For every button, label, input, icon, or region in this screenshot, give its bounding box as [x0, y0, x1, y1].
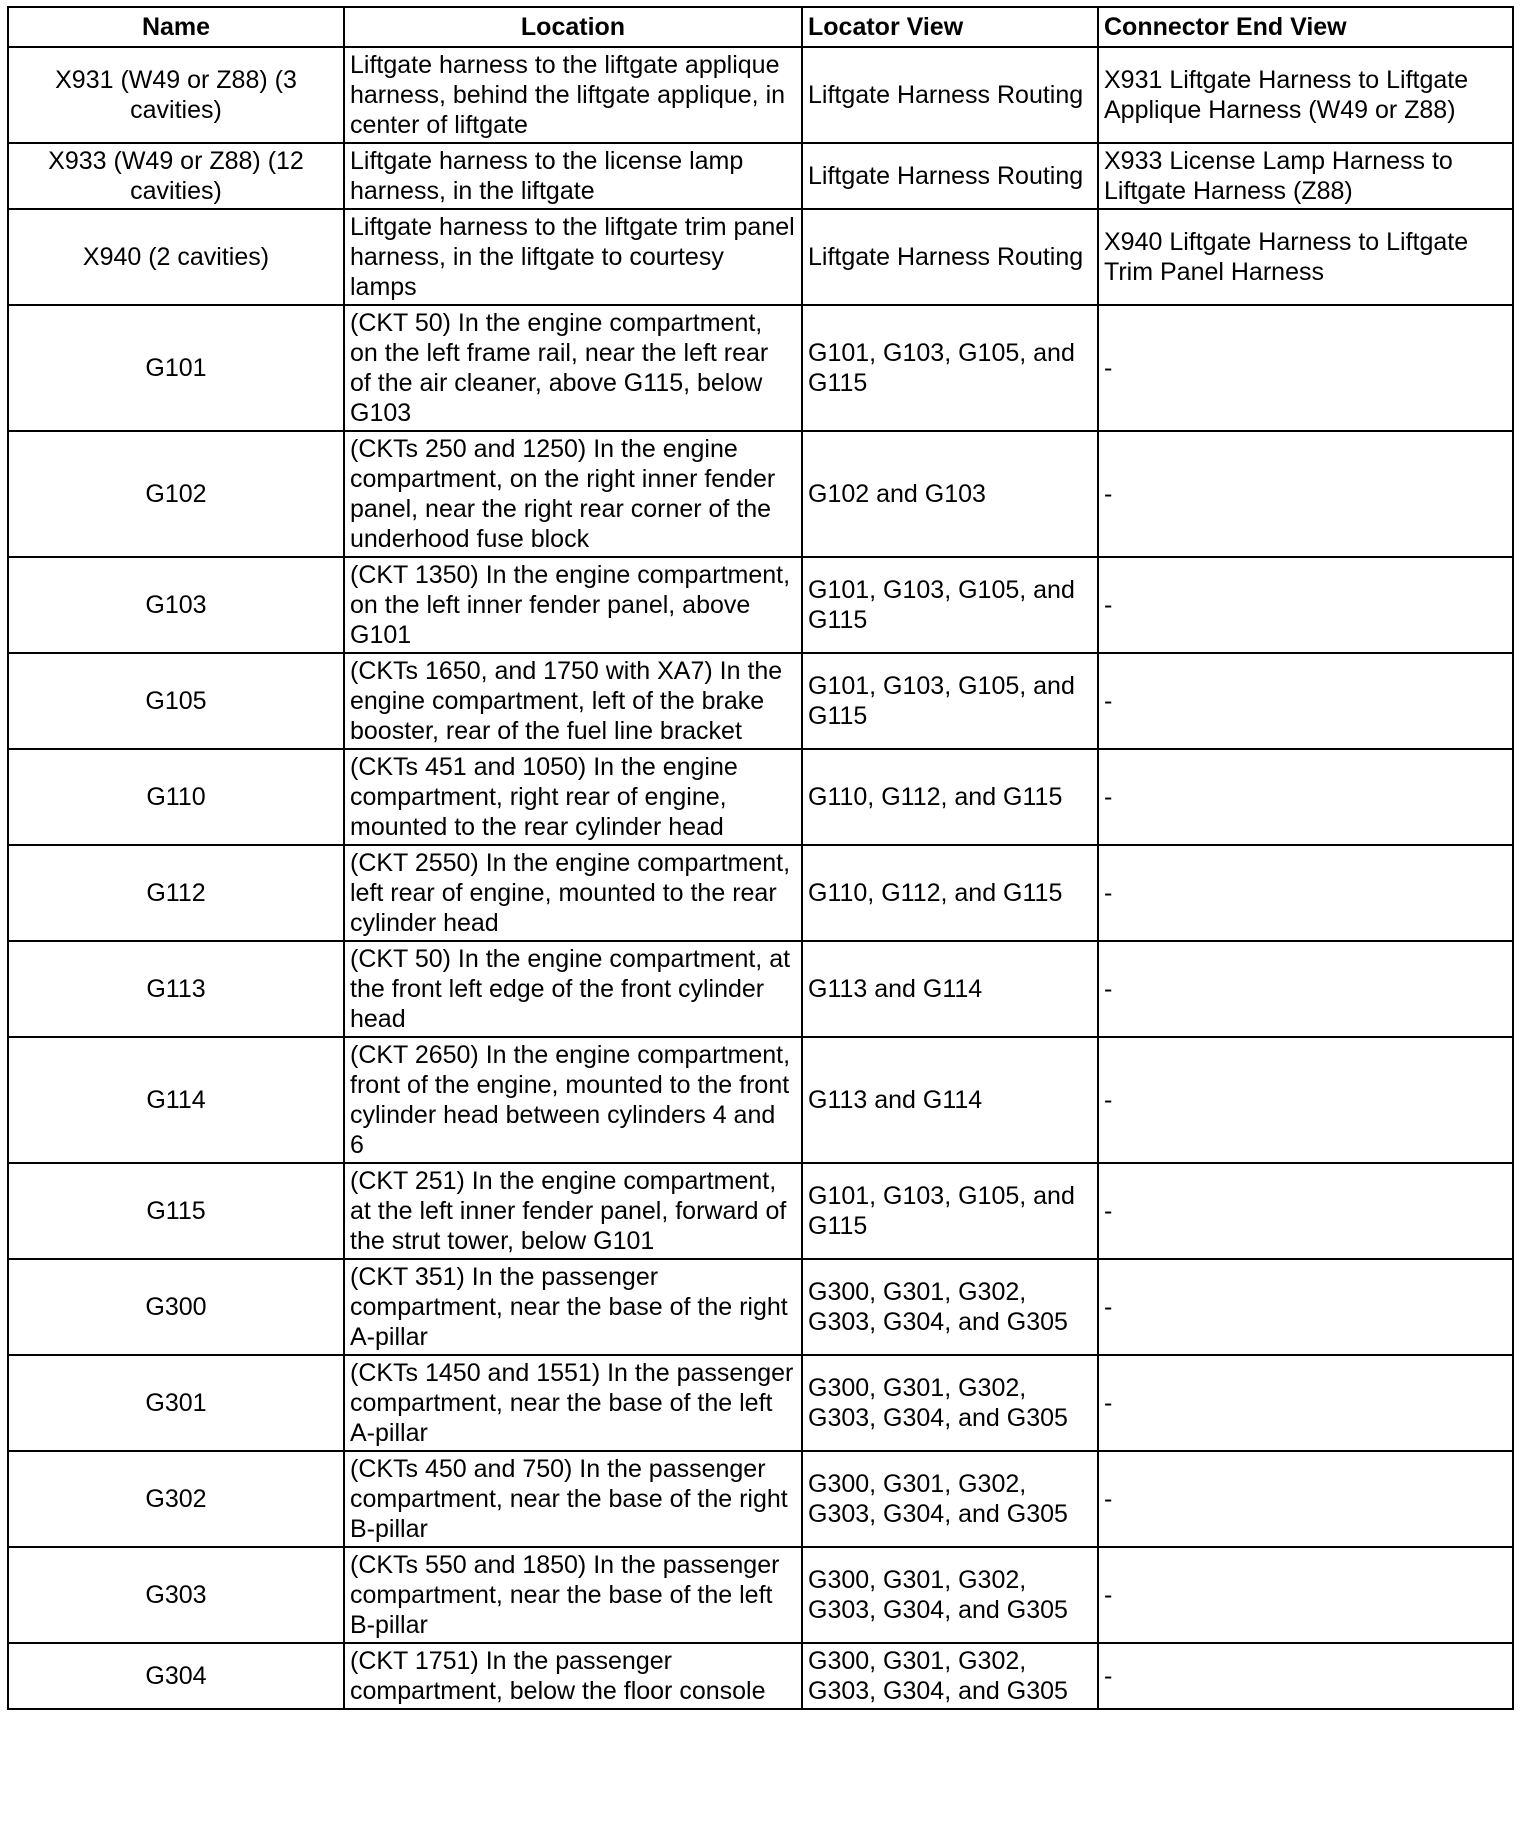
table-row — [8, 1643, 1513, 1709]
cell-locator-view: Liftgate Harness Routing — [802, 209, 1098, 305]
cell-connector-end-view: - — [1098, 749, 1513, 845]
cell-connector-end-view: X933 License Lamp Harness to Liftgate Harness (Z88) — [1098, 143, 1513, 209]
table-row — [8, 653, 1513, 749]
header-name: Name — [8, 7, 344, 47]
cell-location: Liftgate harness to the liftgate applique harness, behind the liftgate applique, in center of liftgate — [344, 47, 802, 143]
cell-location: (CKTs 1650, and 1750 with XA7) In the engine compartment, left of the brake booster, rear of the fuel line bracket — [344, 653, 802, 749]
table-row — [8, 557, 1513, 653]
cell-locator-view: G300, G301, G302, G303, G304, and G305 — [802, 1451, 1098, 1547]
header-locator-view: Locator View — [802, 7, 1098, 47]
cell-name: G301 — [8, 1355, 344, 1451]
connector-table — [7, 6, 1514, 1710]
cell-connector-end-view: - — [1098, 557, 1513, 653]
cell-locator-view: G101, G103, G105, and G115 — [802, 305, 1098, 431]
cell-name: G302 — [8, 1451, 344, 1547]
cell-location: (CKT 351) In the passenger compartment, near the base of the right A-pillar — [344, 1259, 802, 1355]
cell-name: G110 — [8, 749, 344, 845]
cell-name: G112 — [8, 845, 344, 941]
cell-name: G114 — [8, 1037, 344, 1163]
cell-location: (CKT 50) In the engine compartment, on the left frame rail, near the left rear of the air cleaner, above G115, below G103 — [344, 305, 802, 431]
cell-location: (CKT 1751) In the passenger compartment, below the floor console — [344, 1643, 802, 1709]
cell-connector-end-view: - — [1098, 1451, 1513, 1547]
cell-location: (CKTs 250 and 1250) In the engine compartment, on the right inner fender panel, near the right rear corner of the underhood fuse block — [344, 431, 802, 557]
table-row — [8, 1451, 1513, 1547]
table-row — [8, 1259, 1513, 1355]
cell-connector-end-view: - — [1098, 431, 1513, 557]
table-row — [8, 1037, 1513, 1163]
table-row — [8, 1355, 1513, 1451]
cell-locator-view: G110, G112, and G115 — [802, 749, 1098, 845]
cell-name: G115 — [8, 1163, 344, 1259]
cell-connector-end-view: - — [1098, 305, 1513, 431]
cell-connector-end-view: - — [1098, 941, 1513, 1037]
cell-name: G304 — [8, 1643, 344, 1709]
cell-locator-view: G102 and G103 — [802, 431, 1098, 557]
cell-locator-view: Liftgate Harness Routing — [802, 47, 1098, 143]
cell-location: (CKT 2650) In the engine compartment, front of the engine, mounted to the front cylinder head between cylinders 4 and 6 — [344, 1037, 802, 1163]
cell-locator-view: G300, G301, G302, G303, G304, and G305 — [802, 1355, 1098, 1451]
cell-location: Liftgate harness to the liftgate trim panel harness, in the liftgate to courtesy lamps — [344, 209, 802, 305]
cell-location: (CKT 2550) In the engine compartment, left rear of engine, mounted to the rear cylinder head — [344, 845, 802, 941]
cell-name: G300 — [8, 1259, 344, 1355]
table-row — [8, 143, 1513, 209]
table-row — [8, 209, 1513, 305]
cell-location: (CKTs 550 and 1850) In the passenger compartment, near the base of the left B-pillar — [344, 1547, 802, 1643]
cell-name: G101 — [8, 305, 344, 431]
cell-locator-view: G300, G301, G302, G303, G304, and G305 — [802, 1259, 1098, 1355]
cell-locator-view: G101, G103, G105, and G115 — [802, 1163, 1098, 1259]
cell-locator-view: Liftgate Harness Routing — [802, 143, 1098, 209]
table-row — [8, 749, 1513, 845]
cell-locator-view: G300, G301, G302, G303, G304, and G305 — [802, 1643, 1098, 1709]
cell-connector-end-view: - — [1098, 653, 1513, 749]
cell-name: G103 — [8, 557, 344, 653]
cell-location: Liftgate harness to the license lamp harness, in the liftgate — [344, 143, 802, 209]
cell-connector-end-view: - — [1098, 1547, 1513, 1643]
cell-connector-end-view: - — [1098, 1037, 1513, 1163]
cell-locator-view: G110, G112, and G115 — [802, 845, 1098, 941]
table-body — [8, 47, 1513, 1709]
cell-location: (CKT 50) In the engine compartment, at the front left edge of the front cylinder head — [344, 941, 802, 1037]
cell-locator-view: G101, G103, G105, and G115 — [802, 653, 1098, 749]
cell-connector-end-view: - — [1098, 1163, 1513, 1259]
table-row — [8, 1547, 1513, 1643]
table-row — [8, 431, 1513, 557]
cell-connector-end-view: X931 Liftgate Harness to Liftgate Applique Harness (W49 or Z88) — [1098, 47, 1513, 143]
table-row — [8, 1163, 1513, 1259]
cell-connector-end-view: - — [1098, 845, 1513, 941]
table-row — [8, 941, 1513, 1037]
cell-connector-end-view: - — [1098, 1259, 1513, 1355]
cell-name: G102 — [8, 431, 344, 557]
table-row — [8, 305, 1513, 431]
table-row — [8, 845, 1513, 941]
cell-connector-end-view: X940 Liftgate Harness to Liftgate Trim Panel Harness — [1098, 209, 1513, 305]
cell-location: (CKTs 450 and 750) In the passenger compartment, near the base of the right B-pillar — [344, 1451, 802, 1547]
cell-locator-view: G101, G103, G105, and G115 — [802, 557, 1098, 653]
cell-location: (CKT 251) In the engine compartment, at the left inner fender panel, forward of the strut tower, below G101 — [344, 1163, 802, 1259]
cell-locator-view: G300, G301, G302, G303, G304, and G305 — [802, 1547, 1098, 1643]
cell-location: (CKTs 451 and 1050) In the engine compartment, right rear of engine, mounted to the rear cylinder head — [344, 749, 802, 845]
header-location: Location — [344, 7, 802, 47]
cell-location: (CKT 1350) In the engine compartment, on the left inner fender panel, above G101 — [344, 557, 802, 653]
cell-locator-view: G113 and G114 — [802, 941, 1098, 1037]
cell-connector-end-view: - — [1098, 1355, 1513, 1451]
cell-connector-end-view: - — [1098, 1643, 1513, 1709]
table-header-row — [8, 7, 1513, 47]
cell-location: (CKTs 1450 and 1551) In the passenger compartment, near the base of the left A-pillar — [344, 1355, 802, 1451]
cell-name: X940 (2 cavities) — [8, 209, 344, 305]
cell-name: X933 (W49 or Z88) (12 cavities) — [8, 143, 344, 209]
cell-name: G105 — [8, 653, 344, 749]
cell-locator-view: G113 and G114 — [802, 1037, 1098, 1163]
table-row — [8, 47, 1513, 143]
cell-name: G303 — [8, 1547, 344, 1643]
cell-name: X931 (W49 or Z88) (3 cavities) — [8, 47, 344, 143]
cell-name: G113 — [8, 941, 344, 1037]
header-connector-end-view: Connector End View — [1098, 7, 1513, 47]
